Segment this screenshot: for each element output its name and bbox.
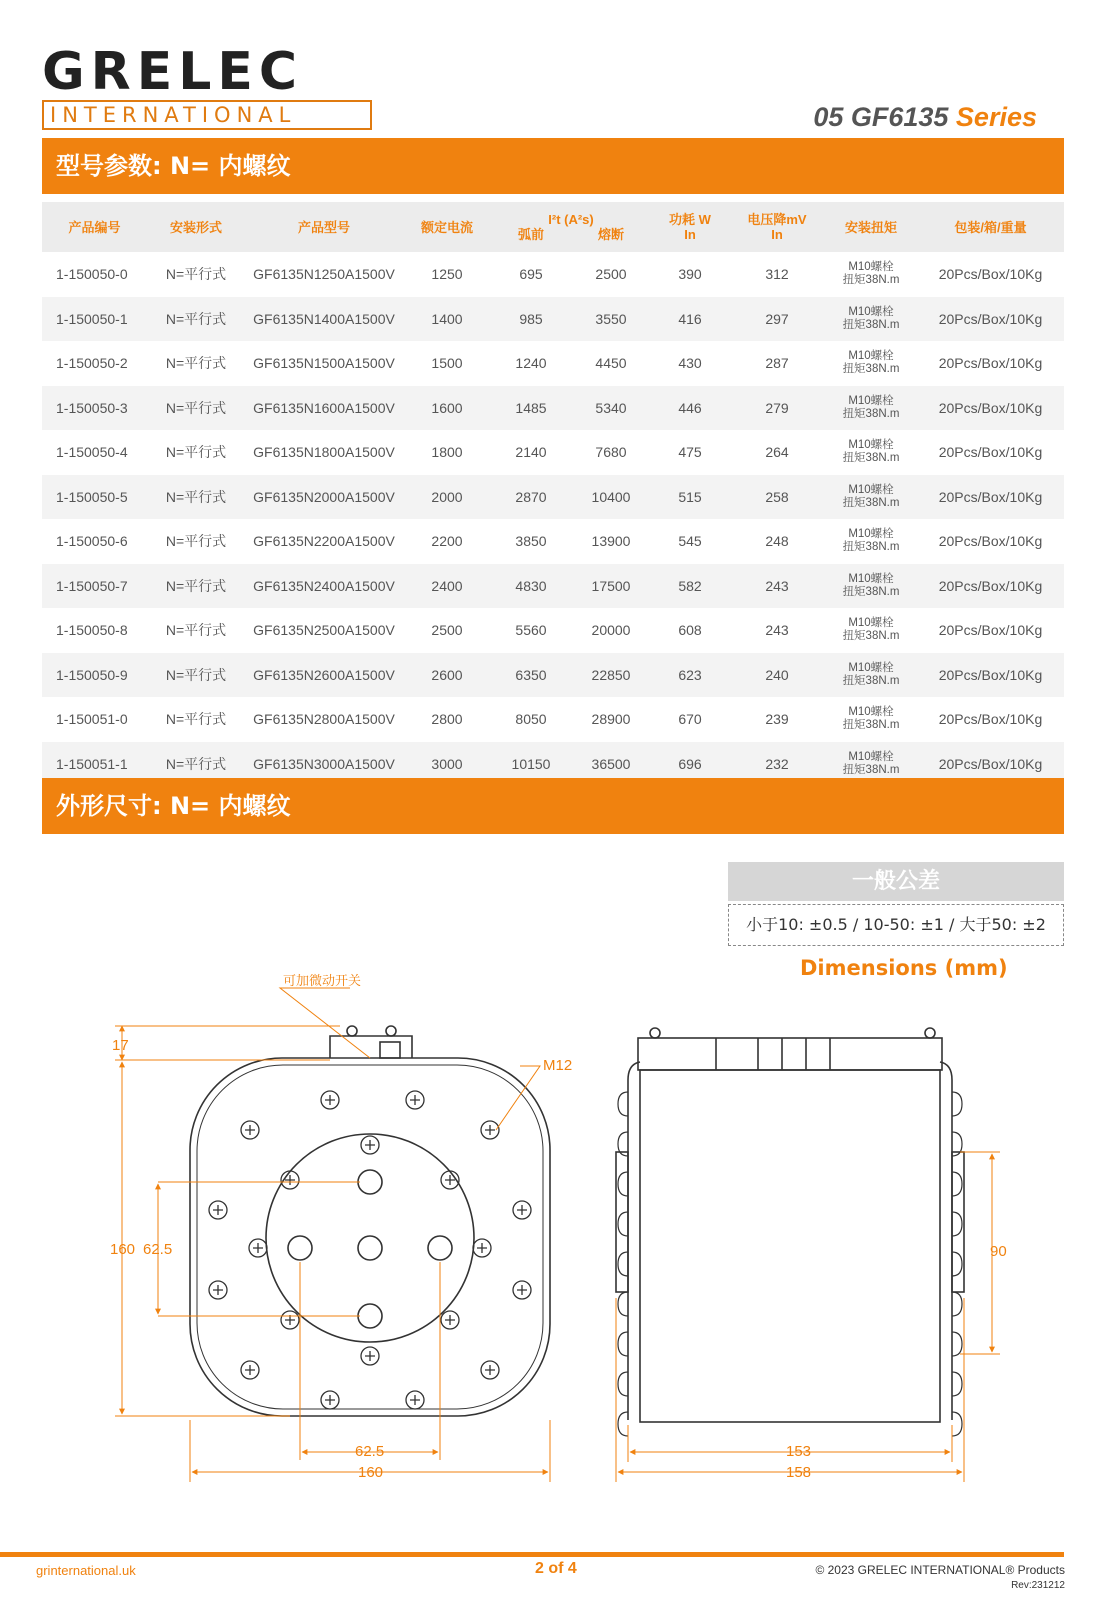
col-power-loss — [651, 202, 729, 252]
side-rib — [952, 1292, 962, 1316]
cell-prearc: 1240 — [515, 355, 547, 372]
cell-packaging: 20Pcs/Box/10Kg — [938, 533, 1043, 550]
side-rib — [618, 1212, 628, 1236]
cell-prearc: 10150 — [491, 742, 571, 787]
cell-mount-type: N=平行式 — [147, 653, 245, 698]
cell-power-loss: 582 — [651, 564, 729, 609]
torque-value: 扭矩38N.m — [842, 363, 900, 376]
cell-model: GF6135N1250A1500V — [253, 266, 395, 283]
torque-bolt: M10螺栓 — [848, 483, 894, 496]
cell-power-loss: 446 — [651, 386, 729, 431]
cell-packaging: 20Pcs/Box/10Kg — [917, 742, 1064, 787]
dim-62-5-left-label: 62.5 — [143, 1241, 173, 1258]
col-torque: 安装扭矩 — [825, 202, 917, 252]
cell-clearing: 13900 — [591, 533, 631, 550]
table-row — [42, 653, 1064, 698]
cell-packaging: 20Pcs/Box/10Kg — [938, 444, 1043, 461]
dim-158-label: 158 — [786, 1464, 812, 1481]
cell-model: GF6135N2200A1500V — [253, 533, 395, 550]
torque-bolt: M10螺栓 — [848, 572, 894, 585]
cell-packaging: 20Pcs/Box/10Kg — [938, 711, 1043, 728]
col-voltage-drop-label: 电压降mV — [747, 212, 807, 227]
cell-model: GF6135N2600A1500V — [245, 653, 403, 698]
screw-icon — [209, 1201, 227, 1219]
table-row — [42, 697, 1064, 742]
cell-power-loss: 416 — [651, 297, 729, 342]
cell-model: GF6135N2400A1500V — [245, 564, 403, 609]
side-rib — [618, 1172, 628, 1196]
col-product-no: 产品编号 — [42, 202, 147, 252]
switch-note-label: 可加微动开关 — [283, 973, 362, 988]
cell-rated-current: 2800 — [431, 711, 463, 728]
dim-62-5-bottom-label: 62.5 — [355, 1443, 385, 1460]
cell-torque — [825, 519, 917, 564]
table-row — [42, 475, 1064, 520]
side-body — [640, 1070, 940, 1422]
cell-packaging: 20Pcs/Box/10Kg — [917, 297, 1064, 342]
torque-bolt: M10螺栓 — [848, 661, 894, 674]
cell-product-no: 1-150050-8 — [56, 622, 128, 639]
cell-packaging: 20Pcs/Box/10Kg — [938, 622, 1043, 639]
side-rib — [952, 1212, 962, 1236]
torque-bolt: M10螺栓 — [848, 528, 894, 541]
torque-value: 扭矩38N.m — [842, 541, 900, 554]
cell-voltage-drop: 258 — [729, 475, 825, 520]
terminal-hole-center — [358, 1236, 382, 1260]
cell-power-loss: 545 — [678, 533, 702, 550]
screw-icon — [241, 1121, 259, 1139]
cell-torque — [825, 475, 917, 520]
screw-icon — [513, 1281, 531, 1299]
torque-bolt: M10螺栓 — [848, 261, 894, 274]
cell-product-no: 1-150050-7 — [42, 564, 147, 609]
cell-torque — [825, 564, 917, 609]
dim-17-label: 17 — [112, 1037, 129, 1054]
dimensions-label: Dimensions (mm) — [800, 956, 1008, 980]
side-rib — [952, 1092, 962, 1116]
screw-icon — [481, 1361, 499, 1379]
footer-rule — [0, 1552, 1064, 1557]
side-rib — [952, 1372, 962, 1396]
col-power-loss-unit: In — [684, 227, 696, 242]
tolerance-title: 一般公差 — [728, 862, 1064, 901]
cell-model: GF6135N2500A1500V — [253, 622, 395, 639]
cell-power-loss: 696 — [651, 742, 729, 787]
cell-rated-current: 1500 — [431, 355, 463, 372]
cell-packaging: 20Pcs/Box/10Kg — [917, 475, 1064, 520]
dim-160-bottom-label: 160 — [358, 1464, 384, 1481]
side-rib — [618, 1332, 628, 1356]
cell-clearing: 28900 — [591, 711, 631, 728]
cell-model: GF6135N1800A1500V — [253, 444, 395, 461]
cell-torque — [825, 608, 917, 653]
cell-model: GF6135N2800A1500V — [253, 711, 395, 728]
side-dimensions — [616, 1152, 1000, 1482]
side-rib — [952, 1172, 962, 1196]
side-rib — [618, 1372, 628, 1396]
cell-packaging: 20Pcs/Box/10Kg — [938, 355, 1043, 372]
cell-mount-type: N=平行式 — [165, 711, 227, 728]
cell-torque — [825, 386, 917, 431]
cell-clearing: 2500 — [595, 266, 627, 283]
cell-mount-type: N=平行式 — [165, 355, 227, 372]
col-clearing: 熔断 — [597, 227, 624, 242]
series-title — [813, 102, 1037, 133]
terminal-hole-right — [428, 1236, 452, 1260]
cell-model: GF6135N3000A1500V — [245, 742, 403, 787]
side-rib — [952, 1332, 962, 1356]
torque-value: 扭矩38N.m — [842, 407, 900, 420]
cell-mount-type: N=平行式 — [165, 444, 227, 461]
terminal-hole-bottom — [358, 1304, 382, 1328]
cell-prearc: 985 — [491, 297, 571, 342]
side-rib — [618, 1092, 628, 1116]
cell-product-no: 1-150050-2 — [56, 355, 128, 372]
table-row — [42, 608, 1064, 653]
torque-bolt: M10螺栓 — [848, 439, 894, 452]
screw-icon — [241, 1361, 259, 1379]
cell-prearc: 695 — [519, 266, 543, 283]
torque-value: 扭矩38N.m — [842, 674, 900, 687]
terminal-hole-top — [358, 1170, 382, 1194]
section-title-parameters: 型号参数: N= 内螺纹 — [42, 138, 1064, 194]
cell-power-loss: 623 — [651, 653, 729, 698]
cell-voltage-drop: 243 — [765, 622, 789, 639]
cell-mount-type: N=平行式 — [165, 622, 227, 639]
col-voltage-drop-unit: In — [771, 227, 783, 242]
cell-product-no: 1-150050-4 — [56, 444, 128, 461]
side-rib — [618, 1412, 628, 1436]
tolerance-text: 小于10: ±0.5 / 10-50: ±1 / 大于50: ±2 — [728, 904, 1064, 946]
cell-product-no: 1-150050-5 — [42, 475, 147, 520]
cell-mount-type: N=平行式 — [147, 742, 245, 787]
side-rib — [952, 1252, 962, 1276]
side-rib — [618, 1252, 628, 1276]
cell-model: GF6135N2000A1500V — [245, 475, 403, 520]
torque-value: 扭矩38N.m — [842, 452, 900, 465]
cell-prearc: 8050 — [515, 711, 547, 728]
table-row — [42, 297, 1064, 342]
cell-prearc: 2870 — [491, 475, 571, 520]
spec-table — [42, 202, 1064, 786]
dim-153-label: 153 — [786, 1443, 812, 1460]
screw-icon — [281, 1311, 299, 1329]
cell-mount-type: N=平行式 — [147, 297, 245, 342]
cell-rated-current: 1800 — [431, 444, 463, 461]
cell-clearing: 4450 — [595, 355, 627, 372]
switch-screw-right — [386, 1026, 396, 1036]
terminal-hole-left — [288, 1236, 312, 1260]
side-right-flange — [940, 1062, 952, 1420]
cell-rated-current: 1600 — [403, 386, 491, 431]
torque-bolt: M10螺栓 — [848, 350, 894, 363]
section-title-dimensions: 外形尺寸: N= 内螺纹 — [42, 778, 1064, 834]
dim-160-left-label: 160 — [110, 1241, 136, 1258]
cell-clearing: 36500 — [571, 742, 651, 787]
table-row — [42, 519, 1064, 564]
cell-torque — [825, 341, 917, 386]
col-i2t — [491, 202, 651, 252]
screw-icon — [361, 1347, 379, 1365]
col-i2t-label: I²t (A²s) — [548, 212, 594, 227]
cell-product-no: 1-150051-1 — [42, 742, 147, 787]
cell-rated-current: 2400 — [403, 564, 491, 609]
series-suffix: Series — [955, 102, 1037, 132]
side-view — [616, 1028, 964, 1422]
screw-icon — [249, 1239, 267, 1257]
footer-copyright: © 2023 GRELEC INTERNATIONAL® Products — [815, 1563, 1065, 1577]
torque-bolt: M10螺栓 — [848, 305, 894, 318]
screw-icon — [321, 1391, 339, 1409]
cell-rated-current: 2200 — [431, 533, 463, 550]
cell-clearing: 5340 — [571, 386, 651, 431]
cell-prearc: 3850 — [515, 533, 547, 550]
cell-model: GF6135N1500A1500V — [253, 355, 395, 372]
cell-product-no: 1-150050-6 — [56, 533, 128, 550]
cell-clearing: 22850 — [571, 653, 651, 698]
footer-url[interactable]: grinternational.uk — [36, 1563, 136, 1578]
screw-icon — [406, 1391, 424, 1409]
cell-product-no: 1-150051-0 — [56, 711, 128, 728]
col-mount-type: 安装形式 — [147, 202, 245, 252]
table-row — [42, 386, 1064, 431]
cell-prearc: 2140 — [515, 444, 547, 461]
cell-product-no: 1-150050-0 — [56, 266, 128, 283]
cell-voltage-drop: 297 — [729, 297, 825, 342]
torque-value: 扭矩38N.m — [842, 719, 900, 732]
cell-prearc: 5560 — [515, 622, 547, 639]
screw-icon — [441, 1311, 459, 1329]
screw-icon — [209, 1281, 227, 1299]
cell-torque — [825, 653, 917, 698]
cell-mount-type: N=平行式 — [147, 475, 245, 520]
series-prefix: 05 GF6135 — [813, 102, 949, 132]
col-rated-current: 额定电流 — [403, 202, 491, 252]
cell-rated-current: 2600 — [403, 653, 491, 698]
table-row — [42, 430, 1064, 475]
footer-revision: Rev:231212 — [1011, 1580, 1065, 1591]
cell-packaging: 20Pcs/Box/10Kg — [917, 386, 1064, 431]
table-row — [42, 341, 1064, 386]
cell-prearc: 1485 — [491, 386, 571, 431]
table-header-row — [42, 202, 1064, 252]
cell-voltage-drop: 312 — [765, 266, 789, 283]
cell-power-loss: 670 — [678, 711, 702, 728]
torque-bolt: M10螺栓 — [848, 617, 894, 630]
cell-packaging: 20Pcs/Box/10Kg — [917, 653, 1064, 698]
col-voltage-drop — [729, 202, 825, 252]
torque-bolt: M10螺栓 — [848, 706, 894, 719]
switch-screw-left — [347, 1026, 357, 1036]
cell-packaging: 20Pcs/Box/10Kg — [938, 266, 1043, 283]
screw-icon — [361, 1136, 379, 1154]
cell-clearing: 20000 — [591, 622, 631, 639]
cell-voltage-drop: 264 — [765, 444, 789, 461]
cell-product-no: 1-150050-3 — [42, 386, 147, 431]
cell-model: GF6135N1600A1500V — [245, 386, 403, 431]
logo-subtitle: INTERNATIONAL — [42, 100, 372, 130]
cell-product-no: 1-150050-1 — [42, 297, 147, 342]
cell-power-loss: 608 — [678, 622, 702, 639]
torque-value: 扭矩38N.m — [842, 585, 900, 598]
table-row — [42, 252, 1064, 297]
cell-power-loss: 390 — [678, 266, 702, 283]
cell-clearing: 17500 — [571, 564, 651, 609]
cell-clearing: 10400 — [571, 475, 651, 520]
screw-icon — [321, 1091, 339, 1109]
torque-value: 扭矩38N.m — [842, 318, 900, 331]
cell-clearing: 3550 — [571, 297, 651, 342]
cell-mount-type: N=平行式 — [147, 564, 245, 609]
dimension-drawing — [0, 960, 1107, 1520]
side-ribs — [618, 1092, 962, 1436]
cell-packaging: 20Pcs/Box/10Kg — [917, 564, 1064, 609]
side-left-flange — [628, 1062, 640, 1420]
cell-clearing: 7680 — [595, 444, 627, 461]
grelec-logo — [42, 44, 372, 130]
cell-voltage-drop: 232 — [729, 742, 825, 787]
cell-torque — [825, 697, 917, 742]
fuse-body-outline — [190, 1058, 550, 1416]
cell-voltage-drop: 279 — [729, 386, 825, 431]
cell-rated-current: 2000 — [403, 475, 491, 520]
torque-value: 扭矩38N.m — [842, 274, 900, 287]
cell-rated-current: 1250 — [431, 266, 463, 283]
logo-wordmark: GRELEC — [42, 42, 304, 102]
torque-value: 扭矩38N.m — [842, 763, 900, 776]
cell-power-loss: 430 — [678, 355, 702, 372]
cell-rated-current: 3000 — [403, 742, 491, 787]
screw-icon — [513, 1201, 531, 1219]
page-number: 2 of 4 — [535, 1560, 577, 1577]
side-top-block — [638, 1038, 942, 1070]
cell-rated-current: 1400 — [403, 297, 491, 342]
cell-torque — [825, 430, 917, 475]
cell-voltage-drop: 248 — [765, 533, 789, 550]
thread-label: M12 — [543, 1057, 573, 1074]
cell-torque — [825, 297, 917, 342]
table-row — [42, 564, 1064, 609]
cover-screws — [209, 1091, 531, 1409]
torque-value: 扭矩38N.m — [842, 630, 900, 643]
center-disc — [266, 1134, 474, 1342]
screw-icon — [473, 1239, 491, 1257]
cell-mount-type: N=平行式 — [165, 533, 227, 550]
cell-torque — [825, 252, 917, 297]
cell-voltage-drop: 240 — [729, 653, 825, 698]
cell-voltage-drop: 243 — [729, 564, 825, 609]
cell-power-loss: 475 — [678, 444, 702, 461]
cell-product-no: 1-150050-9 — [42, 653, 147, 698]
switch-slot — [380, 1042, 400, 1058]
cell-rated-current: 2500 — [431, 622, 463, 639]
col-power-loss-label: 功耗 W — [669, 212, 711, 227]
cell-prearc: 4830 — [491, 564, 571, 609]
col-packaging: 包装/箱/重量 — [917, 202, 1064, 252]
screw-icon — [406, 1091, 424, 1109]
torque-bolt: M10螺栓 — [848, 394, 894, 407]
side-rib — [618, 1292, 628, 1316]
cell-mount-type: N=平行式 — [147, 386, 245, 431]
cell-model: GF6135N1400A1500V — [245, 297, 403, 342]
cell-voltage-drop: 287 — [765, 355, 789, 372]
dim-90-label: 90 — [990, 1243, 1007, 1260]
torque-value: 扭矩38N.m — [842, 496, 900, 509]
cell-prearc: 6350 — [491, 653, 571, 698]
col-model: 产品型号 — [245, 202, 403, 252]
cell-mount-type: N=平行式 — [165, 266, 227, 283]
torque-bolt: M10螺栓 — [848, 750, 894, 763]
col-prearc: 弧前 — [517, 227, 544, 242]
cell-voltage-drop: 239 — [765, 711, 789, 728]
side-rib — [952, 1412, 962, 1436]
cell-power-loss: 515 — [651, 475, 729, 520]
